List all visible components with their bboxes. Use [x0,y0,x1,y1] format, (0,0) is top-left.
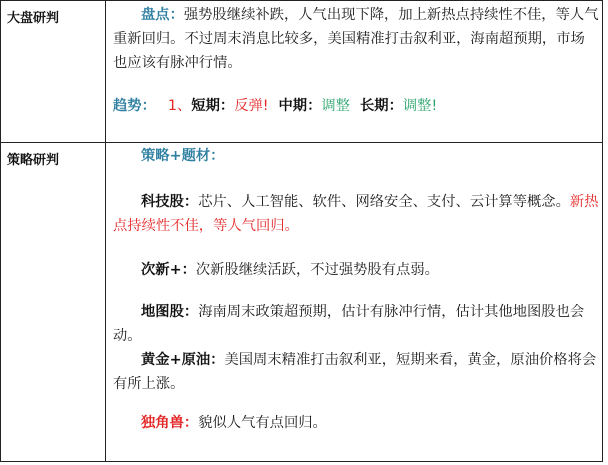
pandian-paragraph [113,3,599,75]
unicorn-text: 貌似人气有点回归。 [198,415,327,431]
tech-title: 科技股： [141,194,199,210]
short-term-label: 短期： [191,98,235,114]
long-term-value: 调整! [402,98,438,114]
tech-text: 芯片、人工智能、软件、网络安全、支付、云计算等概念。 [198,194,570,210]
strategy-title-line [113,144,599,168]
column-divider [105,1,106,461]
row-label-market: 大盘研判 [7,11,60,26]
tech-note: 新热点持续性不佳，等人气回归。 [113,194,599,234]
trend-number: 1、 [167,98,192,114]
trend-line [113,94,599,118]
gold-text: 美国周末精准打击叙利亚，短期来看，黄金，原油价格将会有所上涨。 [113,352,597,392]
trend-title: 趋势： [113,98,156,114]
strategy-title: 策略+题材： [141,148,225,164]
tech-paragraph [113,190,599,238]
long-term-label: 长期： [360,98,403,114]
map-title: 地图股： [141,304,199,320]
unicorn-title: 独角兽： [141,415,199,431]
gold-paragraph [113,348,599,396]
map-text: 海南周末政策超预期，估计有脉冲行情，估计其他地图股也会动。 [113,304,585,344]
mid-term-label: 中期： [278,98,322,114]
row-divider [1,142,602,143]
row-label-strategy: 策略研判 [7,153,60,168]
mid-term-value: 调整 [321,98,350,114]
unicorn-paragraph [113,411,599,435]
short-term-value: 反弹! [234,98,269,114]
pandian-text: 强势股继续补跌，人气出现下降，加上新热点持续性不佳，等人气重新回归。不过周末消息比较多，美国精准打击叙利亚，海南超预期，市场也应该有脉冲行情。 [113,7,599,71]
cixin-paragraph [113,258,599,282]
pandian-title: 盘点： [141,7,184,23]
gold-title: 黄金+原油： [141,352,225,368]
map-paragraph [113,300,599,348]
cixin-text: 次新股继续活跃，不过强势股有点弱。 [195,262,439,278]
cixin-title: 次新+： [141,262,196,278]
